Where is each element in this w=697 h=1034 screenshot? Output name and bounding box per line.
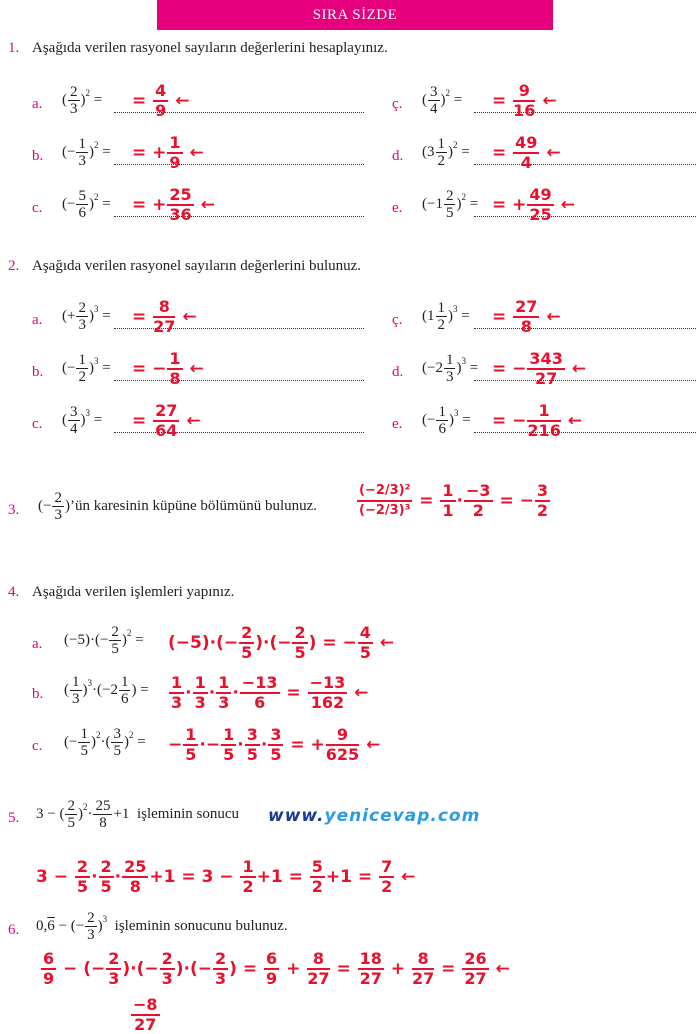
question-3-number: 3. <box>8 502 20 518</box>
q2-item-label: b. <box>32 364 44 380</box>
question-6-note: $\frac{-8}{27}$ <box>133 995 158 1034</box>
q2-item-expression: (1 $\frac{1}{2}$ )$^3$ = <box>422 300 470 333</box>
q1-item-answer: = + $\frac{1}{9}$ ← <box>132 133 204 172</box>
q2-item-answer: = $\frac{27}{64}$ ← <box>132 401 201 440</box>
q4-item-b-answer: $\frac{1}{3}$ · $\frac{1}{3}$ · $\frac{1}{3}$ · $\frac{-13}{6}$ = $\frac{-13}{162}$ ← <box>171 673 369 712</box>
question-4-text: Aşağıda verilen işlemleri yapınız. <box>32 584 235 600</box>
question-5-text: işleminin sonucu <box>136 805 240 822</box>
question-2-text: Aşağıda verilen rasyonel sayıların değerlerini bulunuz. <box>32 258 362 274</box>
q1-item-label: c. <box>32 200 43 216</box>
question-5-expression: 3 − ( $\frac{2}{5}$ )$^2$· $\frac{25}{8}$ +1 işleminin sonucu <box>36 798 240 831</box>
question-1-text: Aşağıda verilen rasyonel sayıların değerlerini hesaplayınız. <box>32 40 388 56</box>
question-3-expression: (− $\frac{2}{3}$ )’ün karesinin küpüne bölümünü bulunuz. <box>38 490 318 523</box>
section-title: SIRA SİZDE <box>312 7 398 23</box>
q1-item-label: a. <box>32 96 43 112</box>
q2-item-answer: = $\frac{27}{8}$ ← <box>492 297 561 336</box>
question-1-number: 1. <box>8 40 20 56</box>
q1-item-answer: = $\frac{4}{9}$ ← <box>132 81 190 120</box>
q4-item-b-label: b. <box>32 686 44 702</box>
question-6-expression: 0,6 − (− $\frac{2}{3}$ )$^3$ işleminin sonucunu bulunuz. <box>36 910 288 943</box>
q1-item-expression: ( $\frac{3}{4}$ )$^2$ = <box>422 84 463 117</box>
question-5-number: 5. <box>8 810 20 826</box>
question-2-number: 2. <box>8 258 20 274</box>
question-4-number: 4. <box>8 584 20 600</box>
q1-item-expression: (−1 $\frac{2}{5}$ )$^2$ = <box>422 188 479 221</box>
q2-item-answer: = $\frac{8}{27}$ ← <box>132 297 197 336</box>
q4-item-c-expression: (− $\frac{1}{5}$ )$^2$·( $\frac{3}{5}$ )$^2$ = <box>64 726 146 759</box>
q4-item-c-answer: − $\frac{1}{5}$ ·− $\frac{1}{5}$ · $\frac{3}{5}$ · $\frac{3}{5}$ = + $\frac{9}{625}$ ← <box>168 725 381 764</box>
section-banner <box>157 0 553 30</box>
q2-item-label: d. <box>392 364 404 380</box>
q2-item-expression: ( $\frac{3}{4}$ )$^3$ = <box>62 404 103 437</box>
q2-item-expression: (−2 $\frac{1}{3}$ )$^3$ = <box>422 352 479 385</box>
q1-item-answer: = $\frac{49}{4}$ ← <box>492 133 561 172</box>
q2-item-answer: = − $\frac{343}{27}$ ← <box>492 349 586 388</box>
q4-item-a-answer: (−5)·(− $\frac{2}{5}$ )·(− $\frac{2}{5}$ ) = − $\frac{4}{5}$ ← <box>168 623 395 662</box>
q2-item-label: a. <box>32 312 43 328</box>
question-6-number: 6. <box>8 922 20 938</box>
q1-item-expression: ( $\frac{2}{3}$ )$^2$ = <box>62 84 103 117</box>
q2-item-answer: = − $\frac{1}{8}$ ← <box>132 349 204 388</box>
q1-item-expression: (3 $\frac{1}{2}$ )$^2$ = <box>422 136 470 169</box>
q1-item-label: b. <box>32 148 44 164</box>
q2-item-expression: (− $\frac{1}{2}$ )$^3$ = <box>62 352 111 385</box>
q4-item-c-label: c. <box>32 738 43 754</box>
q2-item-expression: (− $\frac{1}{6}$ )$^3$ = <box>422 404 471 437</box>
q1-item-answer: = + $\frac{25}{36}$ ← <box>132 185 215 224</box>
question-3-text: ’ün karesinin küpüne bölümünü bulunuz. <box>69 497 318 514</box>
q2-item-expression: (+ $\frac{2}{3}$ )$^3$ = <box>62 300 111 333</box>
question-6-answer: $\frac{6}{9}$ − (− $\frac{2}{3}$ )·(− $\frac{2}{3}$ )·(− $\frac{2}{3}$ ) = $\frac{6}{9}$ + $\frac{8}{27}$ = $\frac{18}{27}$ + $\frac{8}{27}$ = $\frac{26}{27}$ ← <box>43 949 510 988</box>
question-5-answer: 3 − $\frac{2}{5}$ · $\frac{2}{5}$ · $\frac{25}{8}$ +1 = 3 − $\frac{1}{2}$ +1 = $\frac{5}{2}$ +1 = $\frac{7}{2}$ ← <box>36 857 416 896</box>
q1-item-label: d. <box>392 148 404 164</box>
q1-item-expression: (− $\frac{5}{6}$ )$^2$ = <box>62 188 111 221</box>
q1-item-answer: = $\frac{9}{16}$ ← <box>492 81 557 120</box>
question-6-text: işleminin sonucunu bulunuz. <box>114 917 288 934</box>
watermark: www.yenicevap.com <box>268 806 481 826</box>
q2-item-label: c. <box>32 416 43 432</box>
q1-item-label: ç. <box>392 96 403 112</box>
q1-item-expression: (− $\frac{1}{3}$ )$^2$ = <box>62 136 111 169</box>
q4-item-b-expression: ( $\frac{1}{3}$ )$^3$·(−2 $\frac{1}{6}$ ) = <box>64 674 149 707</box>
q4-item-a-expression: (−5)·(− $\frac{2}{5}$ )$^2$ = <box>64 624 144 657</box>
q2-item-answer: = − $\frac{1}{216}$ ← <box>492 401 582 440</box>
q4-item-a-label: a. <box>32 636 43 652</box>
question-3-answer: $\frac{\text{(−2/3)²}}{\text{(−2/3)³}}$ = $\frac{1}{1}$ · $\frac{-3}{2}$ = − $\frac{3}{2}$ <box>359 481 549 520</box>
q1-item-label: e. <box>392 200 403 216</box>
q2-item-label: e. <box>392 416 403 432</box>
q1-item-answer: = + $\frac{49}{25}$ ← <box>492 185 575 224</box>
q2-item-label: ç. <box>392 312 403 328</box>
